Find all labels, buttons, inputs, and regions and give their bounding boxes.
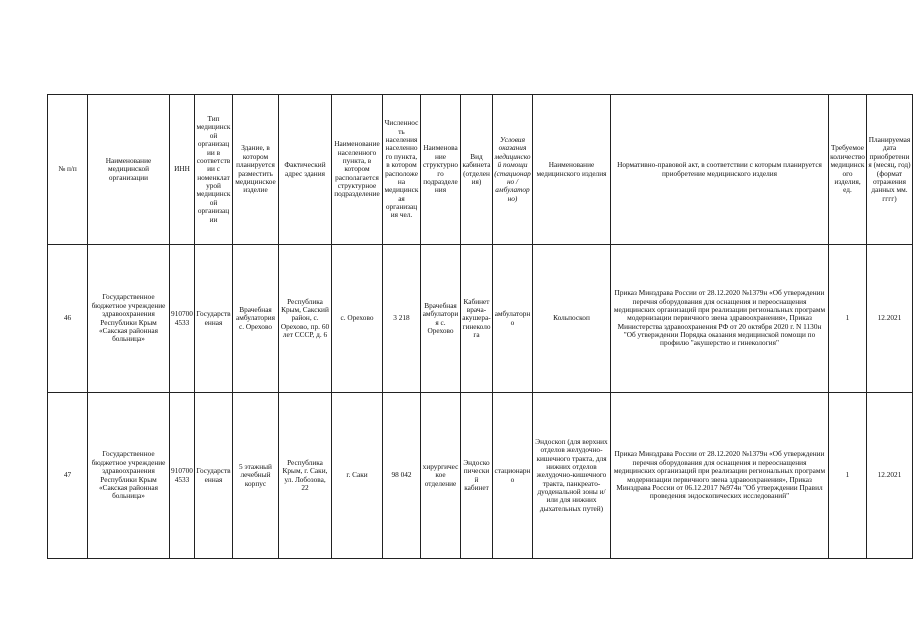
cell-building: Врачебная амбулатория с. Орехово	[233, 245, 279, 393]
col-header-org: Наименование медицинской организации	[88, 95, 170, 245]
col-header-act: Нормативно-правовой акт, в соответствии с которым планируется приобретение медицинского изделия	[611, 95, 829, 245]
cell-act: Приказ Минздрава России от 28.12.2020 №1379н «Об утверждении перечня оборудования для оснащения и переоснащения медицинских организаций при реализации региональных программ модернизации первичного звена здравоохранения», Приказ Минздрава России от 06.12.2017 №974н "Об утверждении Правил проведения эндоскопических исследований"	[611, 393, 829, 559]
cell-address: Республика Крым, г. Саки, ул. Лобозова, 22	[279, 393, 332, 559]
cell-date: 12.2021	[867, 245, 913, 393]
col-header-date: Планируемая дата приобретения (месяц, год) (формат отражения данных мм. гггг)	[867, 95, 913, 245]
cell-cabinet: Кабинет врача-акушера-гинеколога	[461, 245, 493, 393]
col-header-population: Численность населения населенного пункта, в котором расположена медицинская организация чел.	[383, 95, 421, 245]
table-row	[48, 393, 913, 559]
col-header-device: Наименование медицинского изделия	[533, 95, 611, 245]
table-header-row	[48, 95, 913, 245]
cell-population: 3 218	[383, 245, 421, 393]
cell-inn: 9107004533	[170, 393, 195, 559]
cell-type: Государственная	[195, 393, 233, 559]
cell-conditions: амбулаторно	[493, 245, 533, 393]
col-header-cabinet: Вид кабинета (отделения)	[461, 95, 493, 245]
cell-unit: Врачебная амбулатория с. Орехово	[421, 245, 461, 393]
cell-act: Приказ Минздрава России от 28.12.2020 №1379н «Об утверждении перечня оборудования для оснащения и переоснащения медицинских организаций при реализации региональных программ модернизации первичного звена здравоохранения», Приказ Министерства здравоохранения РФ от 20 октября 2020 г. N 1130н "Об утверждении Порядка оказания медицинской помощи по профилю "акушерство и гинекология"	[611, 245, 829, 393]
cell-cabinet: Эндоскопический кабинет	[461, 393, 493, 559]
cell-num: 46	[48, 245, 88, 393]
cell-qty: 1	[829, 393, 867, 559]
col-header-address: Фактический адрес здания	[279, 95, 332, 245]
col-header-settlement: Наименование населенного пункта, в котором располагается структурное подразделение	[332, 95, 383, 245]
cell-unit: хирургическое отделение	[421, 393, 461, 559]
cell-conditions: стационарно	[493, 393, 533, 559]
col-header-unit: Наименование структурного подразделения	[421, 95, 461, 245]
col-header-num: № п/п	[48, 95, 88, 245]
medical-equipment-table	[47, 94, 913, 559]
cell-building: 5 этажный лечебный корпус	[233, 393, 279, 559]
cell-qty: 1	[829, 245, 867, 393]
cell-type: Государственная	[195, 245, 233, 393]
cell-settlement: г. Саки	[332, 393, 383, 559]
table-row	[48, 245, 913, 393]
cell-address: Республика Крым, Сакский район, с. Орехово, пр. 60 лет СССР, д. 6	[279, 245, 332, 393]
cell-population: 98 042	[383, 393, 421, 559]
cell-org: Государственное бюджетное учреждение здравоохранения Республики Крым «Сакская районная больница»	[88, 393, 170, 559]
cell-date: 12.2021	[867, 393, 913, 559]
col-header-qty: Требуемое количество медицинского изделия, ед.	[829, 95, 867, 245]
col-header-inn: ИНН	[170, 95, 195, 245]
col-header-type: Тип медицинской организации в соответствии с номенклатурой медицинской организации	[195, 95, 233, 245]
cell-org: Государственное бюджетное учреждение здравоохранения Республики Крым «Сакская районная больница»	[88, 245, 170, 393]
cell-device: Эндоскоп (для верхних отделов желудочно-кишечного тракта, для нижних отделов желудочно-кишечного тракта, панкреато-дуоденальной зоны и/или для нижних дыхательных путей)	[533, 393, 611, 559]
cell-device: Кольпоскоп	[533, 245, 611, 393]
cell-num: 47	[48, 393, 88, 559]
col-header-conditions: Условия оказания медицинской помощи (стационарно / амбулаторно)	[493, 95, 533, 245]
cell-settlement: с. Орехово	[332, 245, 383, 393]
cell-inn: 9107004533	[170, 245, 195, 393]
col-header-building: Здание, в котором планируется разместить медицинское изделие	[233, 95, 279, 245]
